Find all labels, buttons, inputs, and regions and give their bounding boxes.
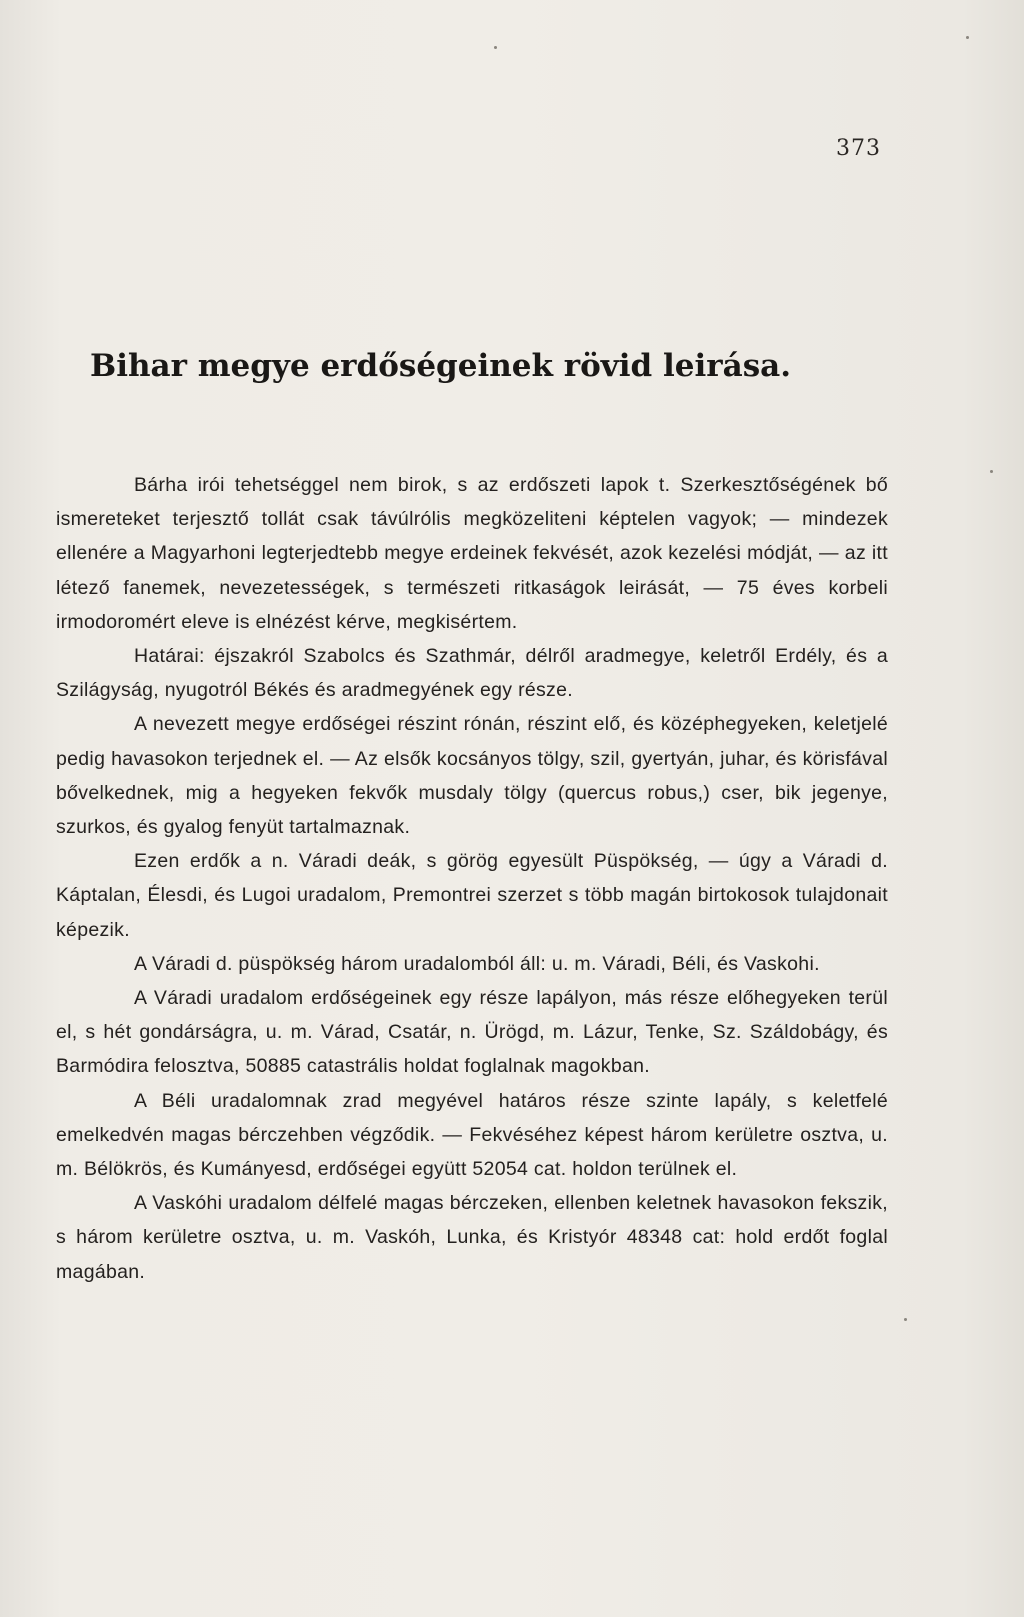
paragraph-vaskoh-estate: A Vaskóhi uradalom délfelé magas bérczeken, ellenben keletnek havasokon fekszik, s három kerületre osztva, u. m. Vaskóh, Lunka, és Kristyór 48348 cat: hold erdőt foglal magában. [56, 1192, 888, 1283]
paper-speck [966, 36, 969, 39]
paragraph-beli-estate: A Béli uradalomnak zrad megyével határos része szinte lapály, s keletfelé emelkedvén magas bérczehben végződik. — Fekvéséhez képest három kerületre osztva, u. m. Bélökrös, és Kumányesd, erdőségei együtt 52054 cat. holdon terülnek el. [56, 1089, 888, 1181]
paper-speck [494, 46, 497, 49]
paragraph-varad-estate: A Váradi uradalom erdőségeinek egy része lapályon, más része előhegyeken terül el, s hét gondárságra, u. m. Várad, Csatár, n. Ürögd, m. Lázur, Tenke, Sz. Száldobágy, és Barmódira felosztva, 50885 catastrális holdat foglalnak magokban. [56, 987, 888, 1078]
paragraph-intro: Bárha irói tehetséggel nem birok, s az erdőszeti lapok t. Szerkesztőségének bő ismereteket terjesztő tollát csak távúlrólis megközeliteni képtelen vagyok; — mindezek ellenére a Magyarhoni legterjedtebb megye erdeinek fekvését, azok kezelési módját, — az itt létező fanemek, nevezetességek, s természeti ritkaságok leirását, — 75 éves korbeli irmodoromért eleve is elnézést kérve, megkisértem. [56, 474, 888, 633]
paragraph-owners: Ezen erdők a n. Váradi deák, s görög egyesült Püspökség, — úgy a Váradi d. Káptalan, Élesdi, és Lugoi uradalom, Premontrei szerzet s több magán birtokosok tulajdonait képezik. [56, 850, 888, 941]
paper-speck [904, 1318, 907, 1321]
paragraph-borders: Határai: éjszakról Szabolcs és Szathmár, délről aradmegye, keletről Erdély, és a Szilágyság, nyugotról Békés és aradmegyének egy része. [56, 645, 888, 702]
paper-speck [990, 470, 993, 473]
page-number: 373 [836, 136, 881, 161]
paragraph-bishopric: A Váradi d. püspökség három uradalomból áll: u. m. Váradi, Béli, és Vaskohi. [134, 952, 820, 975]
article-body [56, 468, 888, 1289]
page-title: Bihar megye erdőségeinek rövid leirása. [90, 348, 792, 384]
paragraph-forests: A nevezett megye erdőségei részint rónán, részint elő, és középhegyeken, keletjelé pedig havasokon terjednek el. — Az elsők kocsányos tölgy, szil, gyertyán, juhar, és körisfával bővelkednek, mig a hegyeken fekvők musdaly tölgy (quercus robus,) cser, bik jegenye, szurkos, és gyalog fenyüt tartalmaznak. [56, 713, 888, 839]
